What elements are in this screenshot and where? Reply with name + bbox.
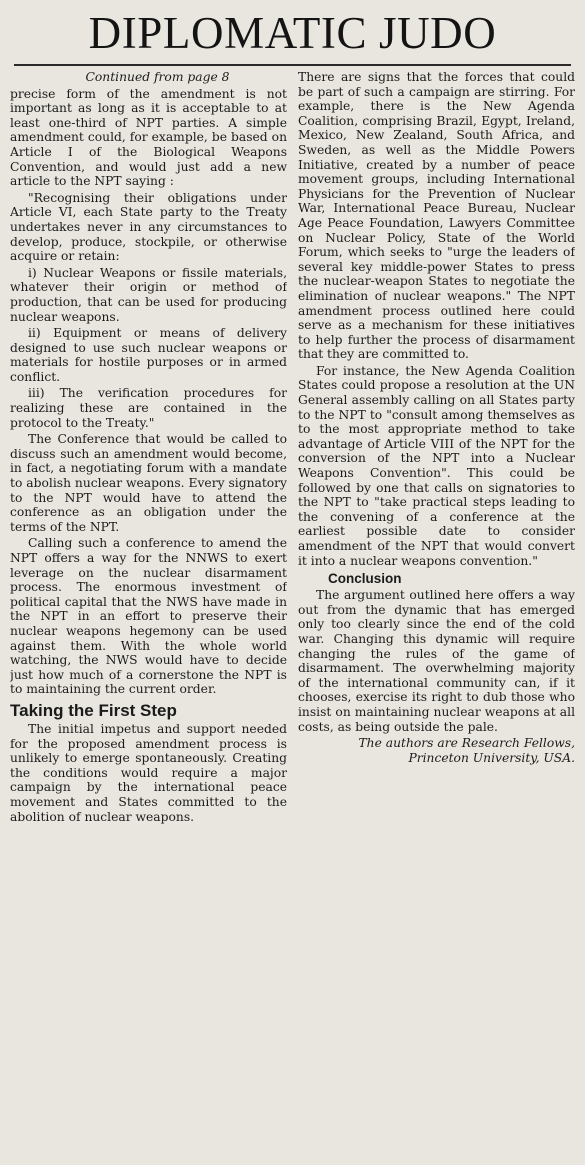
article-columns: [10, 70, 575, 1155]
paragraph: precise form of the amendment is not important as long as it is acceptable to at least one-third of NPT parties. A simple amendment could, for example, be based on Article I of the Biological Weapons Convention, and would just add a new article to the NPT saying :: [10, 86, 287, 189]
list-item: ii) Equipment or means of delivery designed to use such nuclear weapons or materials for hostile purposes or in armed conflict.: [10, 326, 287, 384]
author-byline: The authors are Research Fellows, Princeton University, USA.: [358, 736, 575, 765]
paragraph: For instance, the New Agenda Coalition States could propose a resolution at the UN General assembly calling on all States party to the NPT to "consult among themselves as to the most appropriate method to take advantage of Article VIII of the NPT for the conversion of the NPT into a Nuclear Weapons Convention". This could be followed by one that calls on signatories to the NPT to "take practical steps leading to the convening of a conference at the earliest possible date to consider amendment of the NPT that would convert it into a nuclear weapons convention.": [298, 363, 575, 568]
paragraph: The Conference that would be called to discuss such an amendment would become, in fact, a negotiating forum with a mandate to abolish nuclear weapons. Every signatory to the NPT would have to attend the conference as an obligation under the terms of the NPT.: [10, 432, 287, 534]
section-heading: Taking the First Step: [10, 700, 177, 720]
continued-note: Continued from page 8: [85, 70, 230, 84]
paragraph: The initial impetus and support needed for the proposed amendment process is unlikely to emerge spontaneously. Creating the conditions would require a major campaign by the international peace movement and States committed to the abolition of nuclear weapons.: [10, 721, 287, 824]
paragraph: The argument outlined here offers a way out from the dynamic that has emerged only too clearly since the end of the cold war. Changing this dynamic will require changing the rules of the game of disarmament. The overwhelming majority of the international community can, if it chooses, exercise its right to dub those who insist on maintaining nuclear weapons at all costs, as being outside the pale.: [298, 588, 575, 734]
paragraph: Calling such a conference to amend the NPT offers a way for the NNWS to exert leverage on the nuclear disarmament process. The enormous investment of political capital that the NWS have made in the NPT in an effort to preserve their nuclear weapons hegemony can be used against them. With the whole world watching, the NWS would have to decide just how much of a cornerstone the NPT is to maintaining the current order.: [10, 536, 287, 697]
list-item: i) Nuclear Weapons or fissile materials, whatever their origin or method of production, that can be used for producing nuclear weapons.: [10, 265, 287, 324]
article-title: DIPLOMATIC JUDO: [88, 8, 497, 58]
paragraph: "Recognising their obligations under Article VI, each State party to the Treaty undertakes never in any circumstances to develop, produce, stockpile, or otherwise acquire or retain:: [10, 190, 287, 264]
section-heading: Conclusion: [328, 571, 402, 587]
column-right: [298, 70, 575, 1155]
list-item: iii) The verification procedures for realizing these are contained in the protocol to the Treaty.": [10, 386, 287, 430]
title-rule: [14, 64, 571, 66]
column-left: [10, 70, 287, 1155]
paragraph: There are signs that the forces that could be part of such a campaign are stirring. For example, there is the New Agenda Coalition, comprising Brazil, Egypt, Ireland, Mexico, New Zealand, South Africa, and Sweden, as well as the Middle Powers Initiative, created by a number of peace movement groups, including International Physicians for the Prevention of Nuclear War, International Peace Bureau, Nuclear Age Peace Foundation, Lawyers Committee on Nuclear Policy, State of the World Forum, which seeks to "urge the leaders of several key middle-power States to press the nuclear-weapon States to negotiate the elimination of nuclear weapons." The NPT amendment process outlined here could serve as a mechanism for these initiatives to help further the process of disarmament that they are committed to.: [298, 70, 575, 362]
